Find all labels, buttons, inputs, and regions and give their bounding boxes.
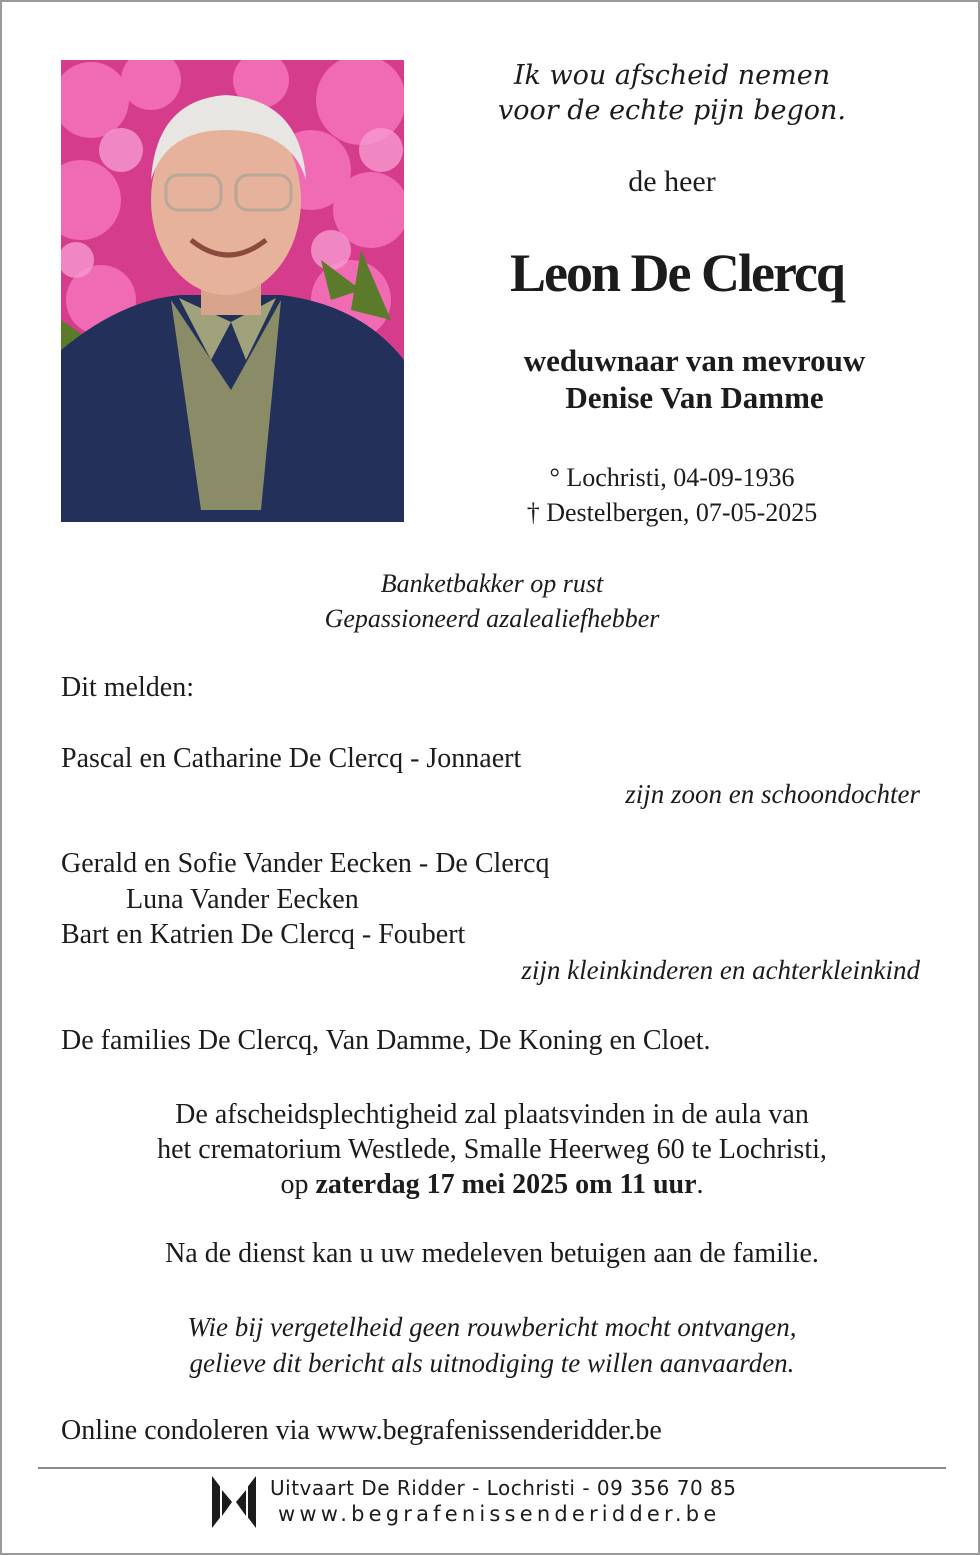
- profession-line: Banketbakker op rust: [380, 569, 604, 598]
- death-date: † Destelbergen, 07-05-2025: [526, 498, 818, 527]
- deceased-name: Leon De Clercq: [510, 243, 844, 303]
- notice-line: gelieve dit bericht als uitnodiging te willen aanvaarden.: [189, 1348, 795, 1378]
- ceremony-when: [22, 1167, 962, 1202]
- portrait-photo: [61, 60, 404, 522]
- son-relation: zijn zoon en schoondochter: [625, 779, 920, 809]
- ceremony-suffix: .: [696, 1169, 704, 1200]
- spouse-info: [422, 342, 967, 416]
- hobby-line: Gepassioneerd azalealiefhebber: [324, 604, 660, 633]
- notice-text: [22, 1309, 962, 1381]
- grandchild-names-1: Gerald en Sofie Vander Eecken - De Clercq: [61, 848, 550, 879]
- ceremony-info: [22, 1097, 962, 1202]
- salutation: de heer: [628, 165, 716, 198]
- grandchildren-relation: zijn kleinkinderen en achterkleinkind: [521, 955, 920, 985]
- son-names: Pascal en Catharine De Clercq - Jonnaert: [61, 743, 522, 774]
- farewell-quote: [442, 58, 902, 128]
- funeral-home-website: www.begrafenissenderidder.be: [278, 1502, 721, 1526]
- ceremony-datetime: zaterdag 17 mei 2025 om 11 uur: [315, 1169, 697, 1200]
- spouse-name: Denise Van Damme: [565, 380, 824, 415]
- grandchild-names-2: Bart en Katrien De Clercq - Foubert: [61, 919, 466, 950]
- ceremony-line: De afscheidsplechtigheid zal plaatsvinden in de aula van: [175, 1099, 809, 1130]
- ceremony-prefix: op: [280, 1169, 316, 1200]
- notice-line: Wie bij vergetelheid geen rouwbericht mocht ontvangen,: [187, 1312, 797, 1342]
- intro-text: Dit melden:: [61, 672, 194, 703]
- greatgrandchild-name: Luna Vander Eecken: [126, 884, 359, 915]
- condolence-text: Na de dienst kan u uw medeleven betuigen aan de familie.: [165, 1238, 819, 1269]
- footer-divider: [38, 1467, 946, 1469]
- families-text: De families De Clercq, Van Damme, De Koning en Cloet.: [61, 1025, 711, 1056]
- spouse-line: weduwnaar van mevrouw: [523, 343, 866, 378]
- quote-line: voor de echte pijn begon.: [497, 95, 847, 126]
- birth-date: ° Lochristi, 04-09-1936: [549, 463, 795, 492]
- funeral-home-logo-icon: [212, 1476, 256, 1528]
- life-dates: [442, 460, 902, 530]
- ceremony-location: het crematorium Westlede, Smalle Heerweg 60 te Lochristi,: [157, 1134, 827, 1165]
- funeral-home-contact: Uitvaart De Ridder - Lochristi - 09 356 70 85: [270, 1476, 737, 1500]
- online-condolence: Online condoleren via www.begrafenissenderidder.be: [61, 1415, 662, 1446]
- quote-line: Ik wou afscheid nemen: [513, 60, 831, 91]
- profession: [102, 566, 882, 636]
